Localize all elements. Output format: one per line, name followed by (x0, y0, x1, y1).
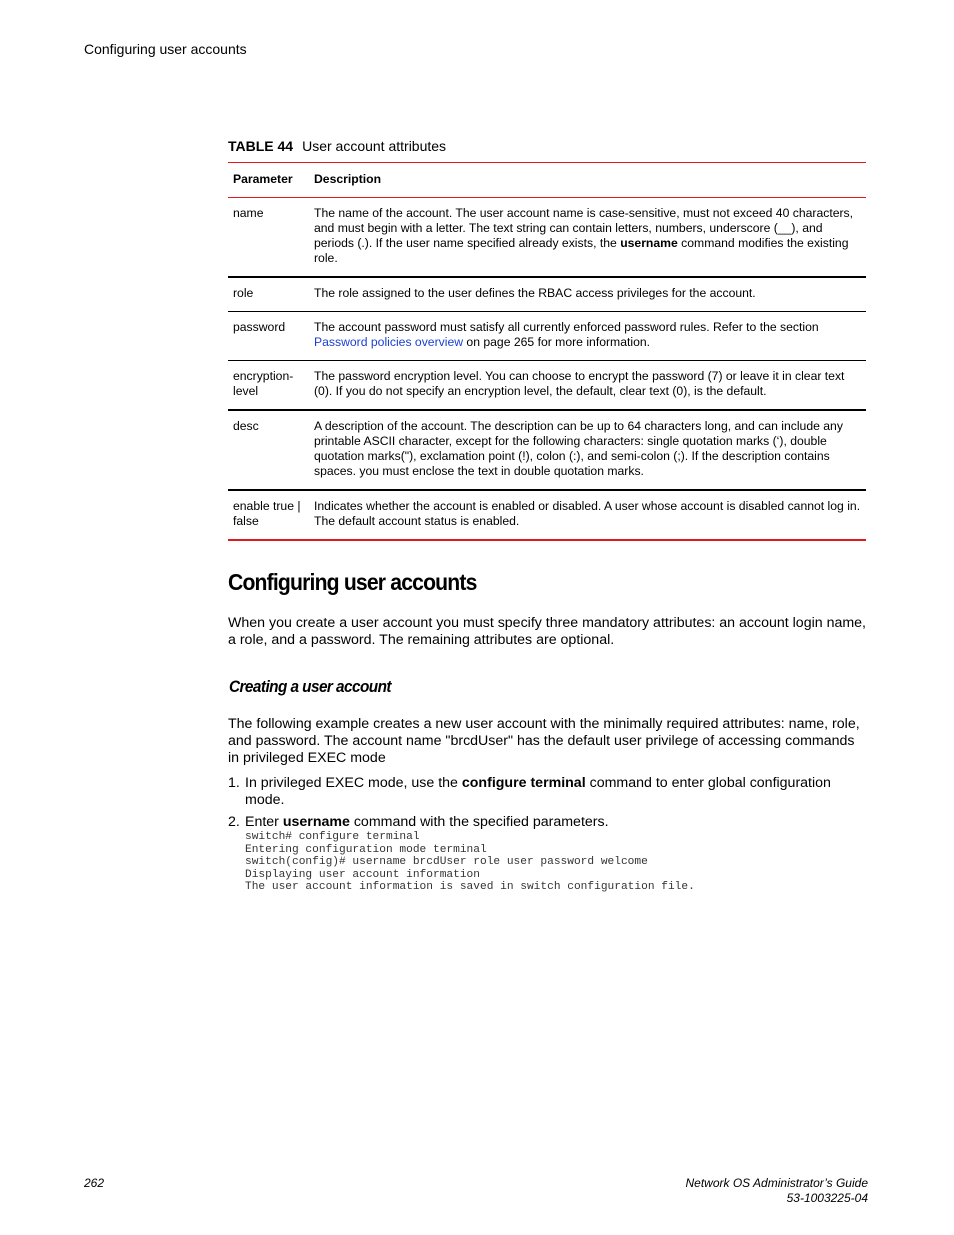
description-cell: Indicates whether the account is enabled or disabled. A user whose account is disabled cannot log in. The default account status is enabled. (309, 490, 866, 540)
step-text: In privileged EXEC mode, use the (245, 775, 462, 791)
description-text: on page 265 for more information. (463, 335, 651, 349)
table-row (228, 490, 866, 540)
running-header: Configuring user accounts (84, 41, 247, 57)
step-item (228, 775, 868, 809)
description-text: command modifies the existing role. (314, 236, 849, 265)
table-title: User account attributes (302, 138, 447, 154)
document-number: 53-1003225-04 (786, 1191, 868, 1205)
intro-paragraph: When you create a user account you must specify three mandatory attributes: an account login name, a role, and a password. The remaining attributes are optional. (228, 615, 866, 648)
procedure-steps (228, 775, 868, 899)
parameter-cell: desc (228, 410, 309, 490)
step-text: command to enter global configuration mode. (245, 775, 831, 808)
table-row (228, 312, 866, 361)
parameter-cell: password (228, 312, 309, 361)
step-item (228, 814, 868, 894)
code-line: Entering configuration mode terminal (245, 843, 487, 856)
command-keyword: username (620, 236, 678, 250)
footer-doc-info (685, 1176, 868, 1206)
description-cell: The role assigned to the user defines the RBAC access privileges for the account. (309, 277, 866, 312)
table-number: TABLE 44 (228, 138, 294, 154)
description-cell (309, 198, 866, 278)
section-heading: Configuring user accounts (228, 569, 477, 595)
step-text: Enter (245, 814, 283, 830)
code-line: The user account information is saved in switch configuration file. (245, 881, 695, 894)
parameter-cell: name (228, 198, 309, 278)
parameter-cell (228, 490, 309, 540)
user-account-attributes-table (228, 162, 866, 541)
page-number: 262 (84, 1176, 105, 1190)
parameter-text: false (233, 514, 259, 528)
parameter-text: level (233, 384, 259, 398)
parameter-text: enable true | (233, 499, 301, 513)
table-caption (228, 138, 446, 154)
parameter-text: encryption- (233, 369, 294, 383)
table-row (228, 361, 866, 411)
parameter-cell: role (228, 277, 309, 312)
command-keyword: username (282, 814, 350, 830)
column-header-parameter: Parameter (228, 163, 309, 198)
description-text: The name of the account. The user account name is case-sensitive, must not exceed 40 characters, and must begin with a letter. The text string can contain letters, numbers, underscore (__), and periods (.). If the user name specified already exists, the (314, 206, 854, 250)
code-line: Displaying user account information (245, 868, 480, 881)
document-title: Network OS Administrator’s Guide (685, 1176, 868, 1190)
description-text: The account password must satisfy all currently enforced password rules. Refer to the section (314, 320, 819, 334)
description-cell: A description of the account. The description can be up to 64 characters long, and can include any printable ASCII character, except for the following characters: single quotation marks (‘), double quotation marks("), exclamation point (!), colon (:), and semi-colon (;). If the description contains spaces. you must enclose the text in double quotation marks. (309, 410, 866, 490)
command-keyword: configure terminal (461, 775, 586, 791)
table-row (228, 277, 866, 312)
description-cell (309, 312, 866, 361)
step-text: command with the specified parameters. (349, 814, 609, 830)
column-header-description: Description (309, 163, 866, 198)
table-row (228, 410, 866, 490)
password-policies-link[interactable]: Password policies overview (314, 335, 464, 349)
table-header-row (228, 163, 866, 198)
code-line: switch(config)# username brcdUser role user password welcome (245, 856, 648, 869)
code-example (245, 831, 868, 894)
step-number: 2. (228, 814, 240, 830)
code-line: switch# configure terminal (245, 831, 420, 843)
table-row (228, 198, 866, 278)
subsection-heading: Creating a user account (229, 678, 391, 696)
example-paragraph: The following example creates a new user account with the minimally required attributes: name, role, and password. The account name "brcdUser" has the default user privilege of accessing commands in privileged EXEC mode (228, 716, 860, 766)
step-number: 1. (228, 775, 240, 791)
parameter-cell (228, 361, 309, 411)
description-cell: The password encryption level. You can choose to encrypt the password (7) or leave it in clear text (0). If you do not specify an encryption level, the default, clear text (0), is the default. (309, 361, 866, 411)
